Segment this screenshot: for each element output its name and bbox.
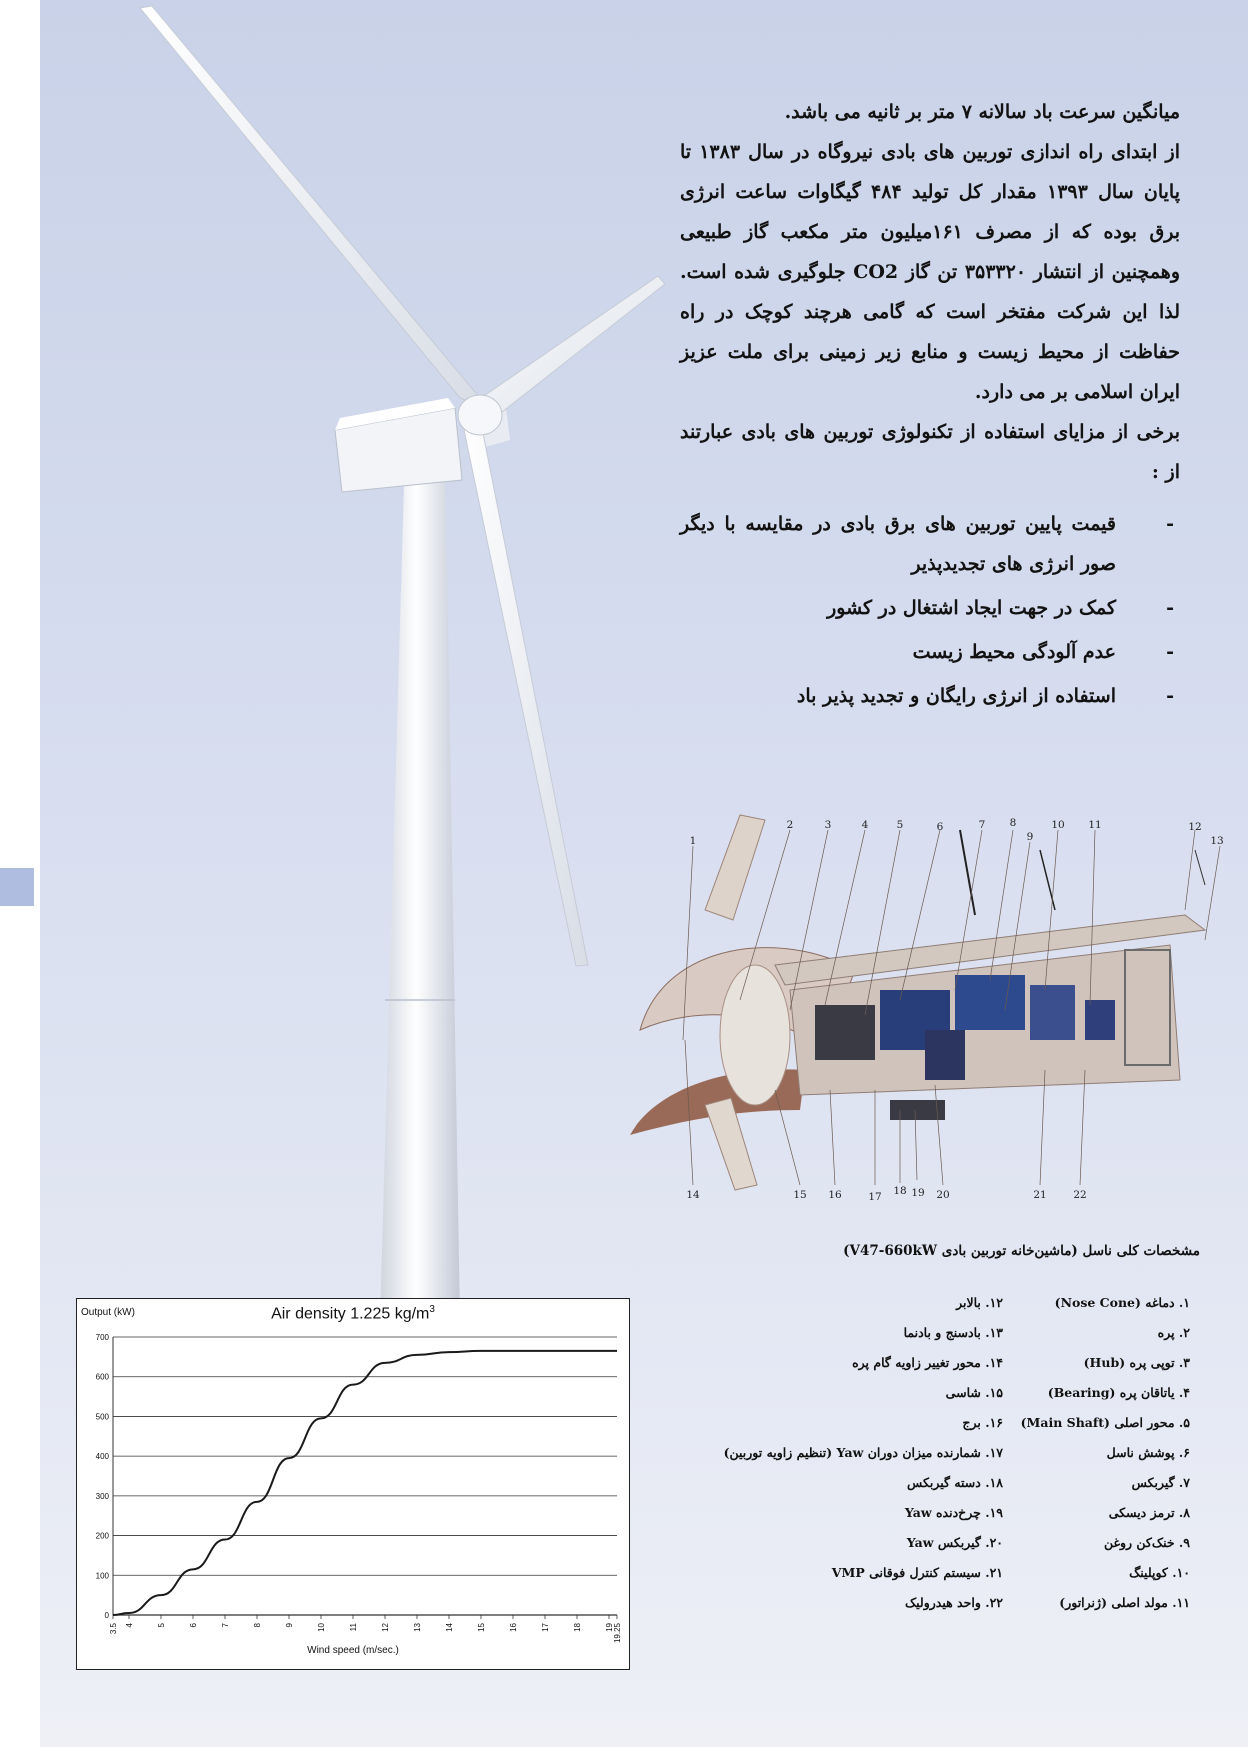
legend-item: ۲۰. گیربکس Yaw [906,1535,1003,1550]
intro-paragraph: میانگین سرعت باد سالانه ۷ متر بر ثانیه می باشد. [784,101,1180,123]
legend-item: ۴. یاتاقان پره (Bearing) [1047,1385,1190,1400]
x-tick-label: 7 [221,1623,230,1628]
y-tick-label: 200 [95,1531,109,1541]
list-item-text: استفاده از انرژی رایگان و تجدید پذیر باد [796,685,1116,707]
legend-item: ۷. گیربکس [1131,1475,1190,1490]
legend-item: ۱۴. محور تغییر زاویه گام پره [852,1355,1003,1370]
x-tick-label: 9 [285,1623,294,1628]
bullet-dash: - [1166,685,1174,707]
x-tick-label: 12 [381,1623,390,1632]
callout-number: 2 [786,819,794,831]
legend-item: ۱۷. شمارنده میزان دوران Yaw (تنظیم زاویه توربین) [723,1445,1003,1460]
x-tick-label: 16 [509,1623,518,1632]
bullet-dash: - [1166,641,1174,663]
callout-number: 3 [824,819,832,831]
callout-number: 9 [1026,831,1034,843]
x-tick-label: 13 [413,1623,422,1632]
y-tick-label: 600 [95,1372,109,1382]
y-tick-label: 300 [95,1491,109,1501]
x-tick-label: 6 [189,1623,198,1628]
y-tick-label: 500 [95,1412,109,1422]
x-tick-label: 15 [477,1623,486,1632]
callout-number: 20 [936,1189,950,1201]
callout-number: 15 [793,1189,807,1201]
x-tick-label: 4 [125,1623,134,1628]
callout-number: 17 [868,1191,882,1203]
advantages-list [680,504,1180,716]
x-tick-label: 18 [573,1623,582,1632]
main-paragraph: از ابتدای راه اندازی توربین های بادی نیروگاه در سال ۱۳۸۳ تا پایان سال ۱۳۹۳ مقدار کل تولید ۴۸۴ گیگاوات ساعت انرژی برق بوده که از مصرف ۱۶۱میلیون متر مکعب گاز طبیعی وهمچنین از انتشار ۳۵۳۳۲۰ تن گاز CO2 جلوگیری شده است. لذا این شرکت مفتخر است که گامی هرچند کوچک در راه حفاظت از محیط زیست و منابع زیر زمینی برای ملت عزیز ایران اسلامی بر می دارد. [680,141,1181,403]
legend-item: ۲. پره [1157,1325,1190,1340]
x-tick-label: 17 [541,1623,550,1632]
callout-number: 14 [686,1189,700,1201]
callout-number: 11 [1088,819,1102,831]
legend-item: ۲۲. واحد هیدرولیک [904,1595,1003,1610]
legend-item: ۱۲. بالابر [956,1295,1003,1310]
legend-item: ۲۱. سیستم کنترل فوقانی VMP [831,1565,1003,1580]
callout-number: 19 [911,1187,925,1199]
list-item [680,632,1174,672]
legend-list-1-11 [1020,1288,1190,1618]
chart-y-axis-label: Output (kW) [81,1307,135,1318]
bullet-dash: - [1166,513,1174,535]
article-text [680,92,1180,720]
legend-item: ۹. خنک‌کن روغن [1103,1535,1190,1550]
callout-number: 1 [689,835,697,847]
callout-number: 13 [1210,835,1224,847]
callout-number: 7 [978,819,986,831]
advantages-intro: برخی از مزایای استفاده از تکنولوژی توربین های بادی عبارتند از : [680,421,1180,483]
x-tick-label: 3.5 [109,1623,118,1635]
legend-item: ۸. ترمز دیسکی [1108,1505,1190,1520]
legend-item: ۱۰. کوپلینگ [1129,1565,1190,1580]
legend-item: ۱۹. چرخ‌دنده Yaw [904,1505,1003,1520]
list-item-text: کمک در جهت ایجاد اشتغال در کشور [827,597,1116,619]
chart-title [77,1304,629,1323]
callout-number: 4 [861,819,869,831]
list-item [680,588,1174,628]
x-tick-label: 10 [317,1623,326,1632]
y-tick-label: 100 [95,1571,109,1581]
x-tick-label: 14 [445,1623,454,1632]
callout-number: 18 [893,1185,907,1197]
callout-number: 21 [1033,1189,1047,1201]
legend-item: ۱۸. دسته گیربکس [907,1475,1003,1490]
chart-x-axis-label: Wind speed (m/sec.) [307,1645,399,1656]
nacelle-cutaway-diagram [625,790,1225,1230]
callout-number: 22 [1073,1189,1087,1201]
legend-item: ۱۵. شاسی [945,1385,1003,1400]
chart-title-superscript: 3 [429,1304,435,1315]
callout-number: 8 [1009,817,1017,829]
legend-item: ۵. محور اصلی (Main Shaft) [1020,1415,1190,1430]
power-curve-chart [76,1298,630,1670]
legend-item: ۶. پوشش ناسل [1106,1445,1190,1460]
bullet-dash: - [1166,597,1174,619]
wind-turbine-photo [0,0,700,1323]
callout-number: 5 [896,819,904,831]
callout-number: 10 [1051,819,1065,831]
chart-plot-area [77,1299,629,1669]
list-item-text: عدم آلودگی محیط زیست [912,641,1116,663]
x-tick-label: 11 [349,1623,358,1632]
x-tick-label: 19 [605,1623,614,1632]
y-tick-label: 0 [104,1611,109,1620]
legend-item: ۱۶. برج [962,1415,1003,1430]
legend-item: ۱۳. بادسنج و بادنما [903,1325,1003,1340]
legend-list-12-22 [683,1288,1003,1618]
list-item [680,504,1174,584]
x-tick-label: 5 [157,1623,166,1628]
legend-item: ۳. توپی پره (Hub) [1083,1355,1190,1370]
x-tick-label: 8 [253,1623,262,1628]
diagram-caption: مشخصات کلی ناسل (ماشین‌خانه توربین بادی V47-660kW) [843,1243,1200,1259]
legend-item: ۱۱. مولد اصلی (ژنراتور) [1059,1595,1190,1610]
y-tick-label: 400 [95,1452,109,1462]
legend-item: ۱. دماغه (Nose Cone) [1054,1295,1190,1310]
list-item [680,676,1174,716]
chart-title-text: Air density 1.225 kg/m [271,1305,430,1323]
callout-number: 6 [936,821,944,833]
list-item-text: قیمت پایین توربین های برق بادی در مقایسه با دیگر صور انرژی های تجدیدپذیر [680,513,1116,575]
callout-number: 12 [1188,821,1202,833]
x-tick-label: 19.25 [613,1623,622,1644]
callout-number: 16 [828,1189,842,1201]
y-tick-label: 700 [95,1333,109,1342]
